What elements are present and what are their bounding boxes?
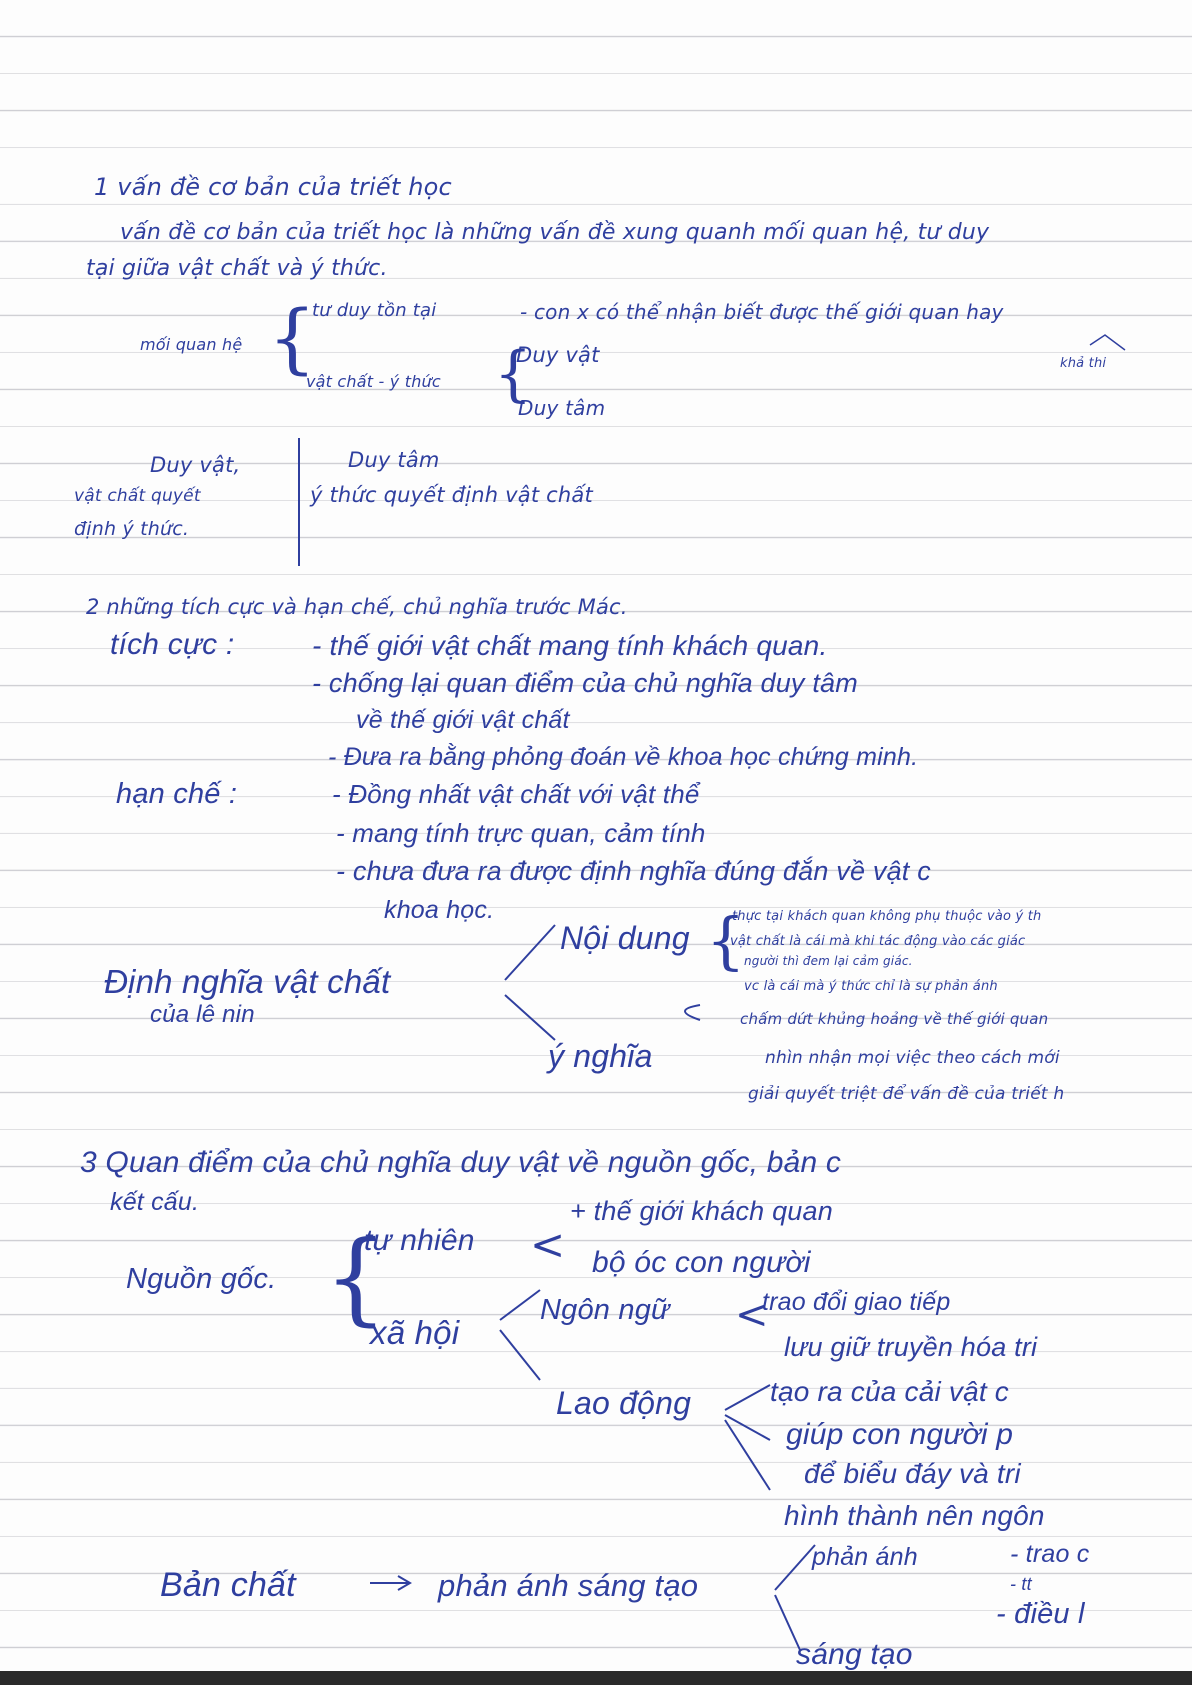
lao-dong-item-1: giúp con người p [786, 1418, 1014, 1451]
section3-title: 3 Quan điểm của chủ nghĩa duy vật về nguồn gốc, bản c [80, 1146, 842, 1179]
vat-chat-brace: { [494, 339, 533, 409]
duy-vat: Duy vật [516, 343, 600, 367]
noi-dung-item-1: vật chất là cái mà khi tác động vào các giác [730, 934, 1026, 949]
lao-dong-item-3: hình thành nên ngôn [784, 1500, 1045, 1531]
noi-dung-item-3: vc là cái mà ý thức chỉ là sự phản ánh [744, 979, 998, 994]
noi-dung-item-0: thực tại khách quan không phụ thuộc vào ý th [732, 909, 1042, 924]
sang-tao: sáng tạo [796, 1638, 913, 1671]
relation-brace: { [268, 293, 317, 382]
def-sub: của lê nin [150, 1001, 255, 1028]
branch-vat-chat: vật chất - ý thức [306, 372, 441, 391]
ngon-ngu-brace: < [735, 1292, 769, 1338]
nguon-goc: Nguồn gốc. [126, 1263, 277, 1295]
limit-0: - Đồng nhất vật chất với vật thể [332, 779, 700, 809]
section1-line2: tại giữa vật chất và ý thức. [86, 256, 388, 281]
y-nghia-item-1: giải quyết triệt để vấn đề của triết h [748, 1084, 1065, 1104]
tu-nhien-item-1: bộ óc con người [592, 1246, 811, 1279]
limit-1: - mang tính trực quan, cảm tính [336, 818, 706, 848]
duy-tam: Duy tâm [518, 396, 606, 420]
section1-line1: vấn đề cơ bản của triết học là những vấn đề xung quanh mối quan hệ, tư duy [120, 220, 990, 245]
right-box-line-1: ý thức quyết định vật chất [310, 483, 593, 507]
ban-chat: Bản chất [160, 1566, 296, 1604]
left-box-line-0: Duy vật, [150, 453, 241, 477]
noi-dung-item-4: chấm dứt khủng hoảng về thế giới quan [740, 1010, 1049, 1028]
arrow-icon [370, 1576, 410, 1590]
noi-dung-item-2: người thì đem lại cảm giác. [744, 954, 913, 968]
left-box-line-1: vật chất quyết [74, 486, 201, 506]
tu-nhien-item-0: + thế giới khách quan [570, 1196, 833, 1226]
positive-0: - thế giới vật chất mang tính khách quan. [312, 630, 828, 661]
right-box-line-0: Duy tâm [348, 448, 440, 472]
positive-2: về thế giới vật chất [356, 706, 570, 734]
branch-tu-duy: tư duy tồn tại [312, 300, 437, 321]
def-title: Định nghĩa vật chất [104, 963, 391, 1000]
lao-dong-item-2: để biểu đáy và tri [804, 1458, 1021, 1489]
noi-dung-brace: { [706, 904, 746, 977]
nguon-goc-brace: { [324, 1219, 388, 1336]
y-nghia-item-0: nhìn nhận mọi việc theo cách mới [765, 1048, 1060, 1068]
positive-1: - chống lại quan điểm của chủ nghĩa duy tâm [312, 668, 858, 698]
branch-tu-duy-note: - con x có thể nhận biết được thế giới quan hay [520, 300, 1004, 324]
lao-dong-item-0: tạo ra của cải vật c [770, 1376, 1010, 1407]
y-nghia: ý nghĩa [548, 1038, 653, 1074]
tu-nhien: tự nhiên [364, 1224, 475, 1257]
column-divider [298, 438, 300, 566]
left-box-line-2: định ý thức. [74, 518, 190, 540]
positive-label: tích cực : [110, 628, 235, 661]
lao-dong: Lao động [556, 1385, 692, 1421]
ngon-ngu-item-0: trao đổi giao tiếp [762, 1288, 951, 1316]
section2-title: 2 những tích cực và hạn chế, chủ nghĩa trước Mác. [86, 595, 628, 619]
phan-anh: phản ánh [812, 1543, 918, 1571]
ngon-ngu-item-1: lưu giữ truyền hóa tri [784, 1332, 1038, 1362]
xa-hoi: xã hội [370, 1314, 460, 1351]
ngon-ngu: Ngôn ngữ [540, 1294, 670, 1326]
dieu-note: - điều l [996, 1598, 1085, 1630]
tu-nhien-brace: < [530, 1220, 566, 1269]
trao-note: - trao c [1010, 1540, 1090, 1568]
section1-title: 1 vấn đề cơ bản của triết học [94, 173, 452, 201]
bottom-edge [0, 1671, 1192, 1685]
kha-thi: khả thi [1060, 356, 1107, 371]
positive-3: - Đưa ra bằng phỏng đoán về khoa học chứng minh. [328, 743, 919, 771]
relation-label: mối quan hệ [140, 335, 243, 354]
phan-anh-sang-tao: phản ánh sáng tạo [438, 1568, 699, 1603]
noi-dung: Nội dung [560, 920, 690, 956]
tt-note: - tt [1010, 1574, 1032, 1594]
limit-3: khoa học. [384, 896, 495, 924]
limit-label: hạn chế : [116, 778, 238, 810]
limit-2: - chưa đưa ra được định nghĩa đúng đắn về vật c [336, 856, 931, 886]
section3-title-cont: kết cấu. [110, 1188, 200, 1216]
